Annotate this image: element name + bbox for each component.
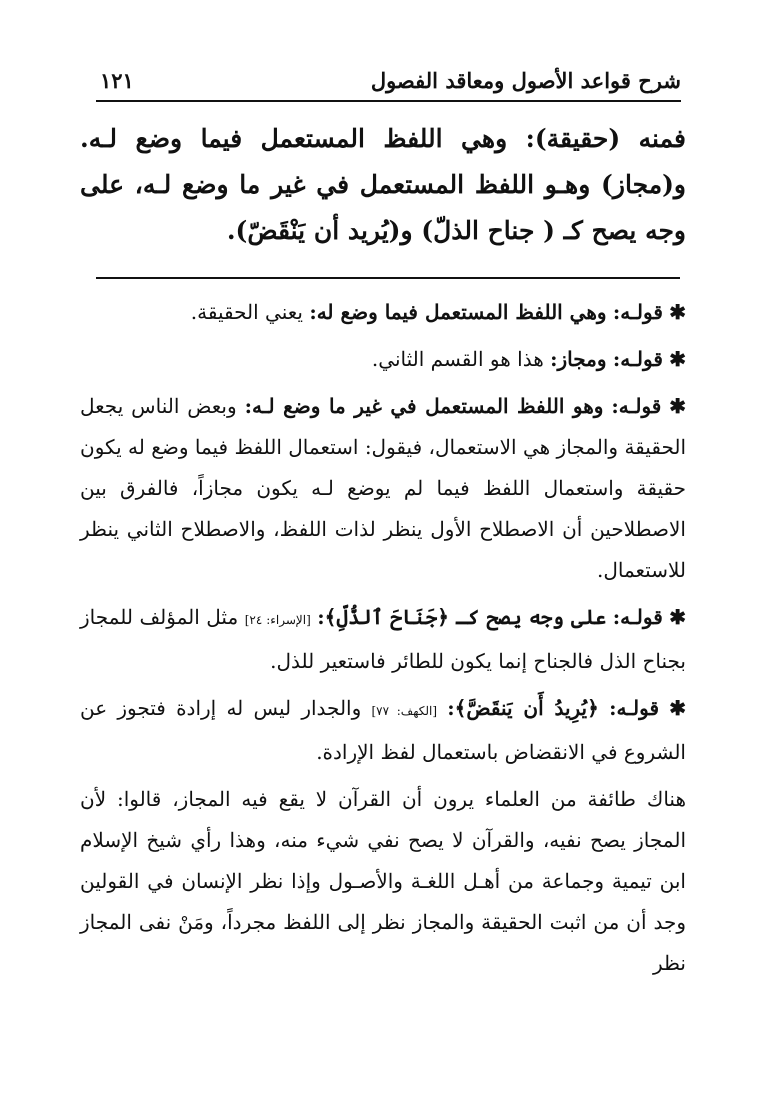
note-text: يعني الحقيقة. (190, 300, 303, 324)
note-label: قولـه: (612, 347, 663, 371)
book-title: شرح قواعد الأصول ومعاقد الفصول (370, 68, 681, 93)
note-text: هذا هو القسم الثاني. (371, 347, 544, 371)
note-quote: وهو اللفظ المستعمل في غير ما وضع لـه: (244, 394, 604, 418)
commentary-note (80, 597, 686, 682)
commentary-note (80, 386, 686, 591)
commentary-section (80, 292, 686, 990)
running-header (96, 66, 681, 102)
commentary-note (80, 339, 686, 380)
page-number: ١٢١ (100, 68, 134, 93)
quran-reference: [الكهف: ٧٧] (371, 704, 438, 718)
note-quote: على وجه يصح كـ ﴿جَنَاحَ ٱلذُّلِّ﴾: (317, 605, 607, 629)
commentary-note (80, 292, 686, 333)
note-quote: وهي اللفظ المستعمل فيما وضع له: (309, 300, 607, 324)
note-label: قولـه: (612, 300, 663, 324)
asterisk-icon: ✱ (669, 394, 687, 418)
quran-reference: [الإسراء: ٢٤] (244, 613, 311, 627)
note-text: مثل المؤلف للمجاز بجناح الذل فالجناح إنما يكون للطائر فاستعير للذل. (80, 605, 686, 673)
note-label: قولـه: (611, 394, 662, 418)
note-text: والجدار ليس له إرادة فتجوز عن الشروع في الانقضاض باستعمال لفظ الإرادة. (80, 696, 686, 764)
footnote-divider (96, 277, 680, 279)
asterisk-icon: ✱ (669, 605, 687, 629)
note-quote: ﴿يُرِيدُ أَن يَنقَضَّ﴾: (447, 696, 599, 720)
commentary-note (80, 688, 686, 773)
note-label: قولـه: (609, 696, 660, 720)
asterisk-icon: ✱ (669, 696, 686, 720)
note-text: وبعض الناس يجعل الحقيقة والمجاز هي الاستعمال، فيقول: استعمال اللفظ فيما وضع له يكون حقيقة واستعمال اللفظ فيما لم يوضع لـه يكون مجازاً، فالفرق بين الاصطلاحين أن الاصطلاح الأول ينظر لذات اللفظ، والاصطلاح الثاني ينظر للاستعمال. (80, 394, 686, 582)
asterisk-icon: ✱ (669, 347, 686, 371)
closing-paragraph: هناك طائفة من العلماء يرون أن القرآن لا يقع فيه المجاز، قالوا: لأن المجاز يصح نفيه، والقرآن لا يصح نفي شيء منه، وهذا رأي شيخ الإسلام ابن تيمية وجماعة من أهـل اللغـة والأصـول وإذا نظر الإنسان في القولين وجد أن من اثبت الحقيقة والمجاز نظر إلى اللفظ مجرداً، ومَنْ نفى المجاز نظر (80, 787, 686, 975)
note-label: قولـه: (612, 605, 663, 629)
asterisk-icon: ✱ (669, 300, 686, 324)
main-text-paragraph: فمنه (حقيقة): وهي اللفظ المستعمل فيما وضع لـه. و(مجاز) وهـو اللفظ المستعمل في غير ما وضع لـه، على وجه يصح كـ ( جناح الذلّ) و(يُريد أن يَنْقَضّ). (80, 124, 686, 245)
note-quote: ومجاز: (550, 347, 607, 371)
